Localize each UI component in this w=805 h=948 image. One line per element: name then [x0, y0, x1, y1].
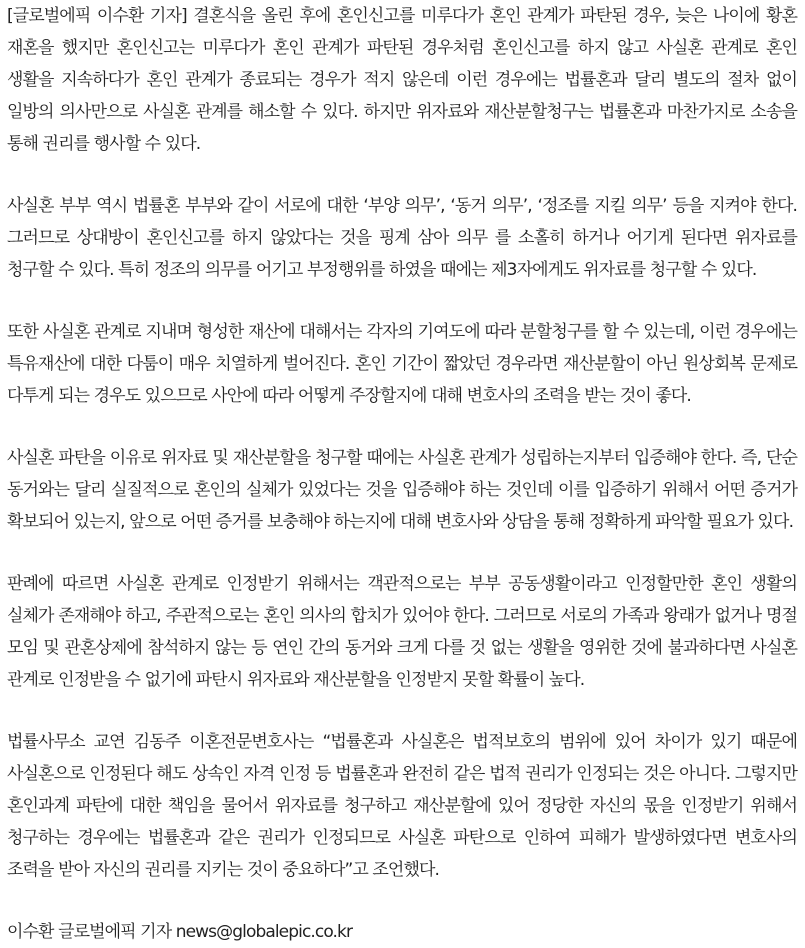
article-paragraph: 또한 사실혼 관계로 지내며 형성한 재산에 대해서는 각자의 기여도에 따라 분할청구를 할 수 있는데, 이런 경우에는 특유재산에 대한 다툼이 매우 치열하게 벌어진다. 혼인 기간이 짧았던 경우라면 재산분할이 아닌 원상회복 문제로 다투게 되는 경우도 있으므로 사안에 따라 어떻게 주장할지에 대해 변호사의 조력을 받는 것이 좋다. — [7, 322, 797, 406]
article-paragraph: 법률사무소 교연 김동주 이혼전문변호사는 “법률혼과 사실혼은 법적보호의 범위에 있어 차이가 있기 때문에 사실혼으로 인정된다 해도 상속인 자격 인정 등 법률혼과 완전히 같은 법적 권리가 인정되는 것은 아니다. 그렇지만 혼인과계 파탄에 대한 책임을 물어서 위자료를 청구하고 재산분할에 있어 정당한 자신의 몫을 인정받기 위해서 청구하는 경우에는 법률혼과 같은 권리가 인정되므로 사실혼 파탄으로 인하여 피해가 발생하였다면 변호사의 조력을 받아 자신의 권리를 지키는 것이 중요하다”고 조언했다. — [7, 732, 797, 880]
article-byline: 이수환 글로벌에픽 기자 news@globalepic.co.kr — [7, 922, 353, 942]
article-paragraph: 판례에 따르면 사실혼 관계로 인정받기 위해서는 객관적으로는 부부 공동생활이라고 인정할만한 혼인 생활의 실체가 존재해야 하고, 주관적으로는 혼인 의사의 합치가 있어야 한다. 그러므로 서로의 가족과 왕래가 없거나 명절 모임 및 관혼상제에 참석하지 않는 등 연인 간의 동거와 크게 다를 것 없는 생활을 영위한 것에 불과하다면 사실혼 관계로 인정받을 수 없기에 파탄시 위자료와 재산분할을 인정받지 못할 확률이 높다. — [7, 574, 797, 690]
article-paragraph: [글로벌에픽 이수환 기자] 결혼식을 올린 후에 혼인신고를 미루다가 혼인 관계가 파탄된 경우, 늦은 나이에 황혼 재혼을 했지만 혼인신고는 미루다가 혼인 관계가 파탄된 경우처럼 혼인신고를 하지 않고 사실혼 관계로 혼인 생활을 지속하다가 혼인 관계가 종료되는 경우가 적지 않은데 이런 경우에는 법률혼과 달리 별도의 절차 없이 일방의 의사만으로 사실혼 관계를 해소할 수 있다. 하지만 위자료와 재산분할청구는 법률혼과 마찬가지로 소송을 통해 권리를 행사할 수 있다. — [7, 6, 797, 154]
article-paragraph: 사실혼 부부 역시 법률혼 부부와 같이 서로에 대한 ‘부양 의무’, ‘동거 의무’, ‘정조를 지킬 의무’ 등을 지켜야 한다. 그러므로 상대방이 혼인신고를 하지 않았다는 것을 핑계 삼아 의무 를 소홀히 하거나 어기게 된다면 위자료를 청구할 수 있다. 특히 정조의 의무를 어기고 부정행위를 하였을 때에는 제3자에게도 위자료를 청구할 수 있다. — [7, 196, 797, 280]
article-paragraph: 사실혼 파탄을 이유로 위자료 및 재산분할을 청구할 때에는 사실혼 관계가 성립하는지부터 입증해야 한다. 즉, 단순 동거와는 달리 실질적으로 혼인의 실체가 있었다는 것을 입증해야 하는 것인데 이를 입증하기 위해서 어떤 증거가 확보되어 있는지, 앞으로 어떤 증거를 보충해야 하는지에 대해 변호사와 상담을 통해 정확하게 파악할 필요가 있다. — [7, 448, 797, 532]
